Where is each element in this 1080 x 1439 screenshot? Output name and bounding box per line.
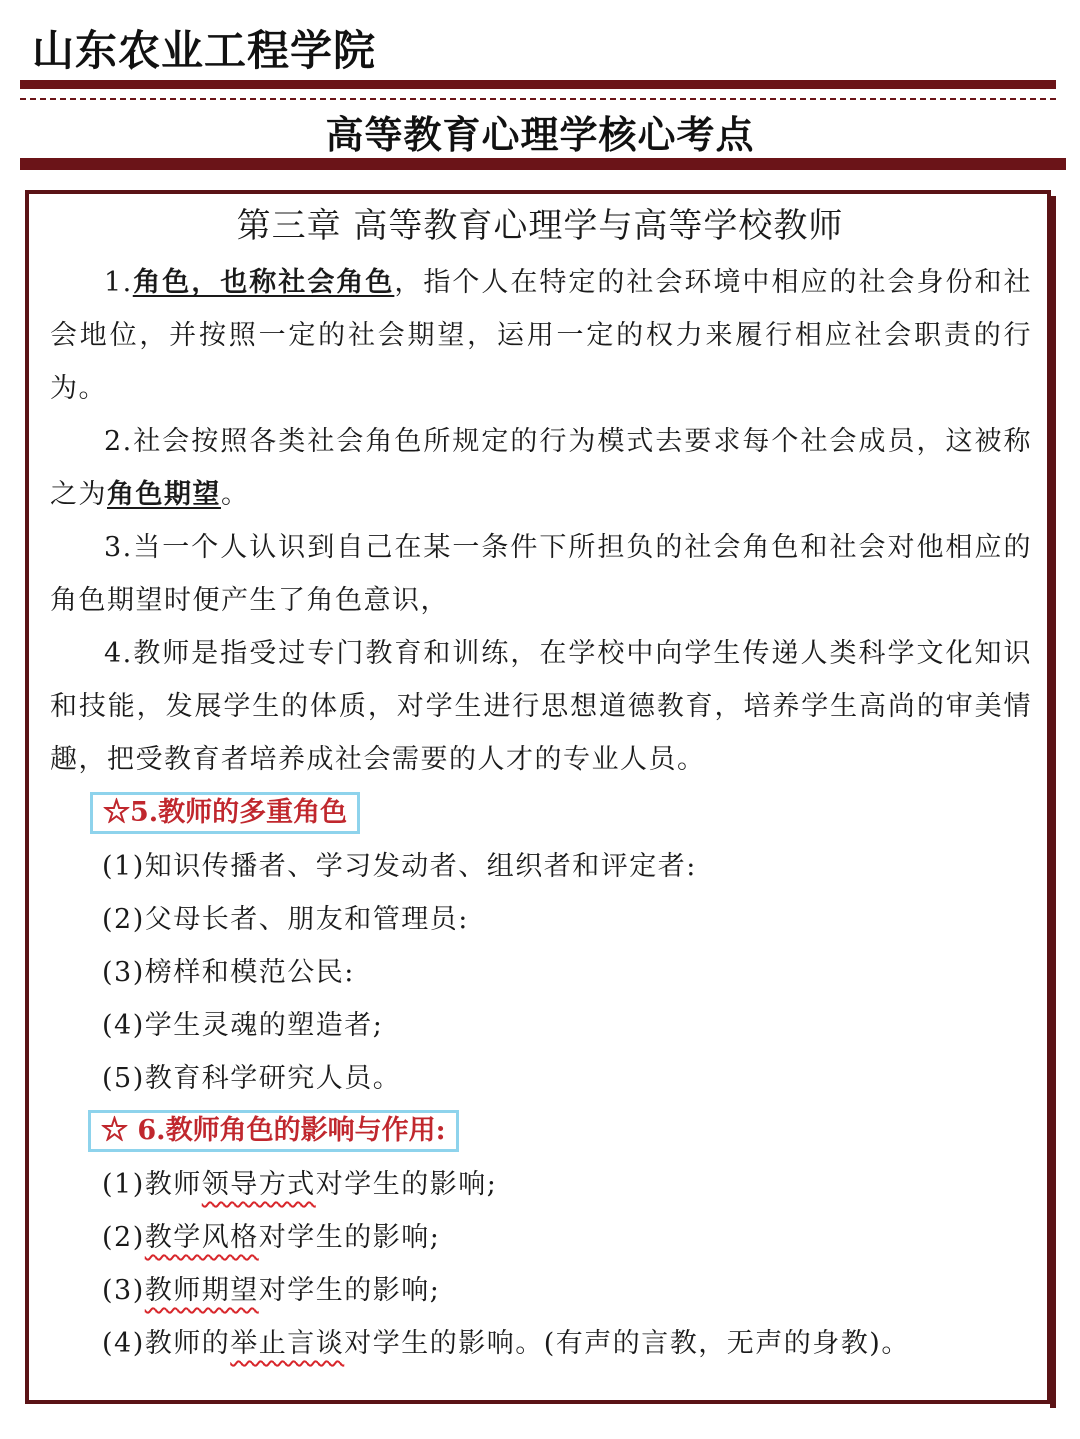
point-1 — [50, 256, 1032, 415]
subject-title: 高等教育心理学核心考点 — [325, 113, 755, 157]
section-6-item-4-pre: (4)教师的 — [102, 1328, 231, 1359]
section-6-item-2 — [102, 1211, 440, 1264]
section-6-item-2-post: 对学生的影响; — [258, 1222, 441, 1253]
school-name: 山东农业工程学院 — [32, 26, 377, 75]
section-6-item-4 — [102, 1317, 910, 1370]
point-4: 4.教师是指受过专门教育和训练，在学校中向学生传递人类科学文化知识和技能，发展学生的体质，对学生进行思想道德教育，培养学生高尚的审美情趣，把受教育者培养成社会需要的人才的专业人员。 — [50, 638, 1032, 775]
point-2-end: 。 — [221, 479, 250, 510]
point-2 — [50, 415, 1032, 521]
header-rule-top — [20, 80, 1056, 89]
point-2-text: 2.社会按照各类社会角色所规定的行为模式去要求每个社会成员，这被称之为 — [50, 426, 1032, 510]
header-rule-dashed — [20, 98, 1056, 100]
section-5-item-2: (2)父母长者、朋友和管理员: — [102, 904, 469, 935]
point-2-term: 角色期望 — [107, 479, 221, 510]
point-1-number: 1. — [104, 267, 133, 298]
section-6-title: ☆ 6.教师角色的影响与作用: — [88, 1110, 459, 1152]
section-6-item-1 — [102, 1158, 497, 1211]
section-5-item-1: (1)知识传播者、学习发动者、组织者和评定者: — [102, 851, 697, 882]
section-6-item-3 — [102, 1264, 440, 1317]
chapter-title: 第三章 高等教育心理学与高等学校教师 — [236, 206, 844, 246]
section-6-item-1-pre: (1)教师 — [102, 1169, 202, 1200]
section-6-item-2-keyword: 教学风格 — [144, 1222, 259, 1253]
point-1-text: ，指个人在特定的社会环境中相应的社会身份和社会地位，并按照一定的社会期望，运用一定的权力来履行相应社会职责的行为。 — [50, 267, 1033, 404]
section-5-item-4: (4)学生灵魂的塑造者; — [102, 1010, 384, 1041]
section-5-item-5: (5)教育科学研究人员。 — [102, 1063, 402, 1094]
section-6-item-3-keyword: 教师期望 — [144, 1275, 259, 1306]
section-6-item-1-post: 对学生的影响; — [315, 1169, 498, 1200]
section-5-title: ☆5.教师的多重角色 — [90, 792, 360, 834]
point-1-term: 角色，也称社会角色 — [132, 267, 395, 298]
section-6-item-3-post: 对学生的影响; — [258, 1275, 441, 1306]
section-6-item-4-post: 对学生的影响。(有声的言教，无声的身教)。 — [344, 1328, 910, 1359]
section-6-item-2-pre: (2) — [102, 1222, 145, 1253]
section-6-item-3-pre: (3) — [102, 1275, 145, 1306]
section-5-item-3: (3)榜样和模范公民: — [102, 957, 355, 988]
header-rule-bottom — [20, 158, 1066, 170]
section-6-item-1-keyword: 领导方式 — [201, 1169, 316, 1200]
point-3: 3.当一个人认识到自己在某一条件下所担负的社会角色和社会对他相应的角色期望时便产生了角色意识， — [50, 532, 1032, 616]
section-6-item-4-keyword: 举止言谈 — [230, 1328, 345, 1359]
